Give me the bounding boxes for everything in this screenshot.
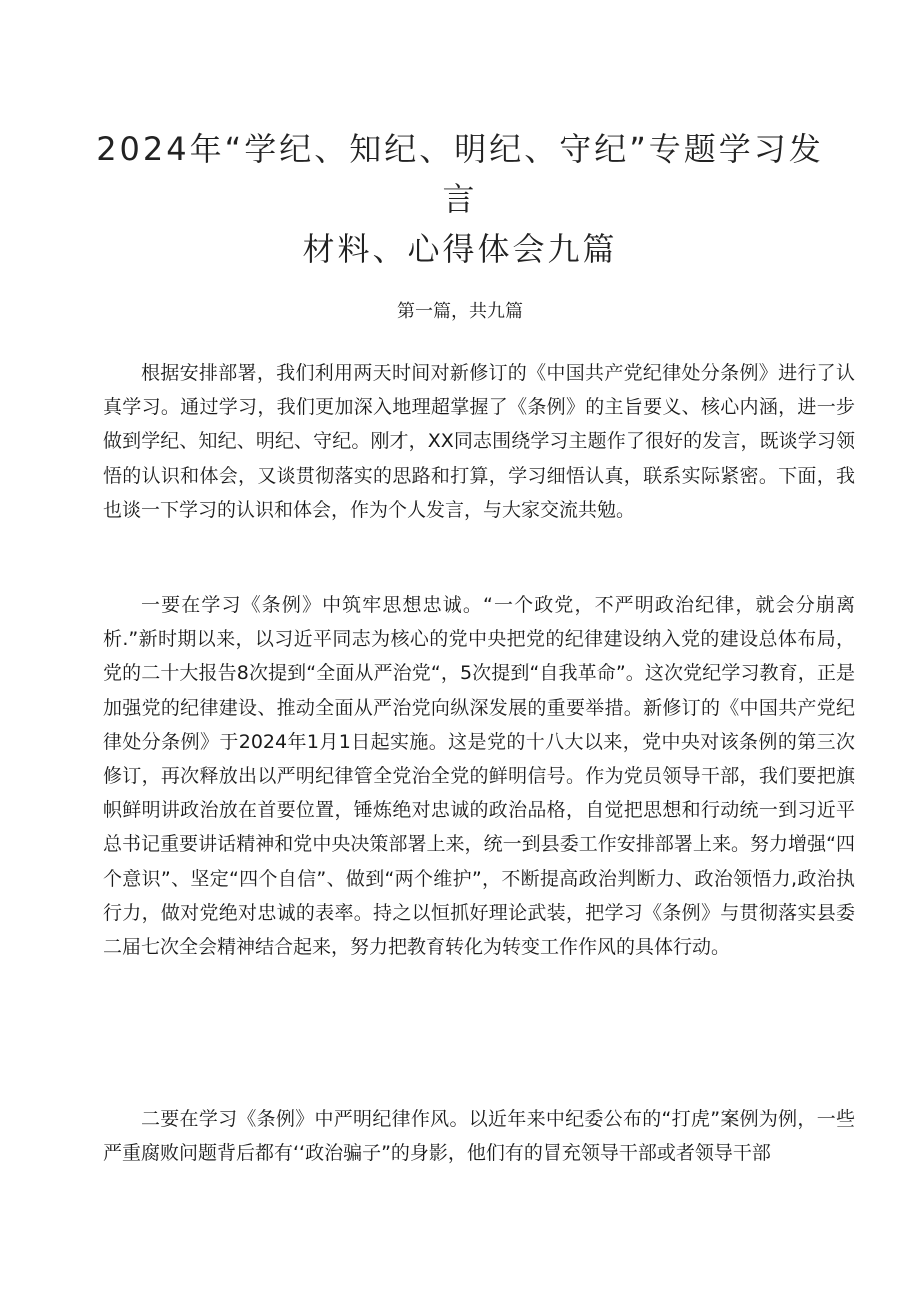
title-line-1: 2024年“学纪、知纪、明纪、守纪”专题学习发言 bbox=[96, 130, 824, 218]
section-heading: 第一篇，共九篇 bbox=[397, 301, 523, 322]
paragraph-3: 二要在学习《条例》中严明纪律作风。以近年来中纪委公布的“打虎”案例为例，一些严重腐败问题背后都有‘‘政治骗子”的身影，他们有的冒充领导干部或者领导干部 bbox=[103, 1108, 855, 1165]
paragraph-2: 一要在学习《条例》中筑牢思想忠诚。“一个政党，不严明政治纪律，就会分崩离析.”新时期以来，以习近平同志为核心的党中央把党的纪律建设纳入党的建设总体布局，党的二十大报告8次提到“全面从严治党“，5次提到“自我革命”。这次党纪学习教育，正是加强党的纪律建设、推动全面从严治党向纵深发展的重要举措。新修订的《中国共产党纪律处分条例》于2024年1月1日起实施。这是党的十八大以来，党中央对该条例的第三次修订，再次释放出以严明纪律管全党治全党的鲜明信号。作为党员领导干部，我们要把旗帜鲜明讲政治放在首要位置，锤炼绝对忠诚的政治品格，自觉把思想和行动统一到习近平总书记重要讲话精神和党中央决策部署上来，统一到县委工作安排部署上来。努力增强“四个意识”、坚定“四个自信”、做到“两个维护”，不断提高政治判断力、政治领悟力,政治执行力，做对党绝对忠诚的表率。持之以恒抓好理论武装，把学习《条例》与贯彻落实县委二届七次全会精神结合起来，努力把教育转化为转变工作作风的具体行动。 bbox=[103, 594, 855, 959]
paragraph-1: 根据安排部署，我们利用两天时间对新修订的《中国共产党纪律处分条例》进行了认真学习。通过学习，我们更加深入地理超掌握了《条例》的主旨要义、核心内涵，进一步做到学纪、知纪、明纪、守纪。刚才，XX同志围绕学习主题作了很好的发言，既谈学习领悟的认识和体会，又谈贯彻落实的思路和打算，学习细悟认真，联系实际紧密。下面，我也谈一下学习的认识和体会，作为个人发言，与大家交流共勉。 bbox=[103, 362, 855, 521]
document-title bbox=[90, 124, 830, 274]
title-line-2: 材料、心得体会九篇 bbox=[302, 230, 618, 268]
